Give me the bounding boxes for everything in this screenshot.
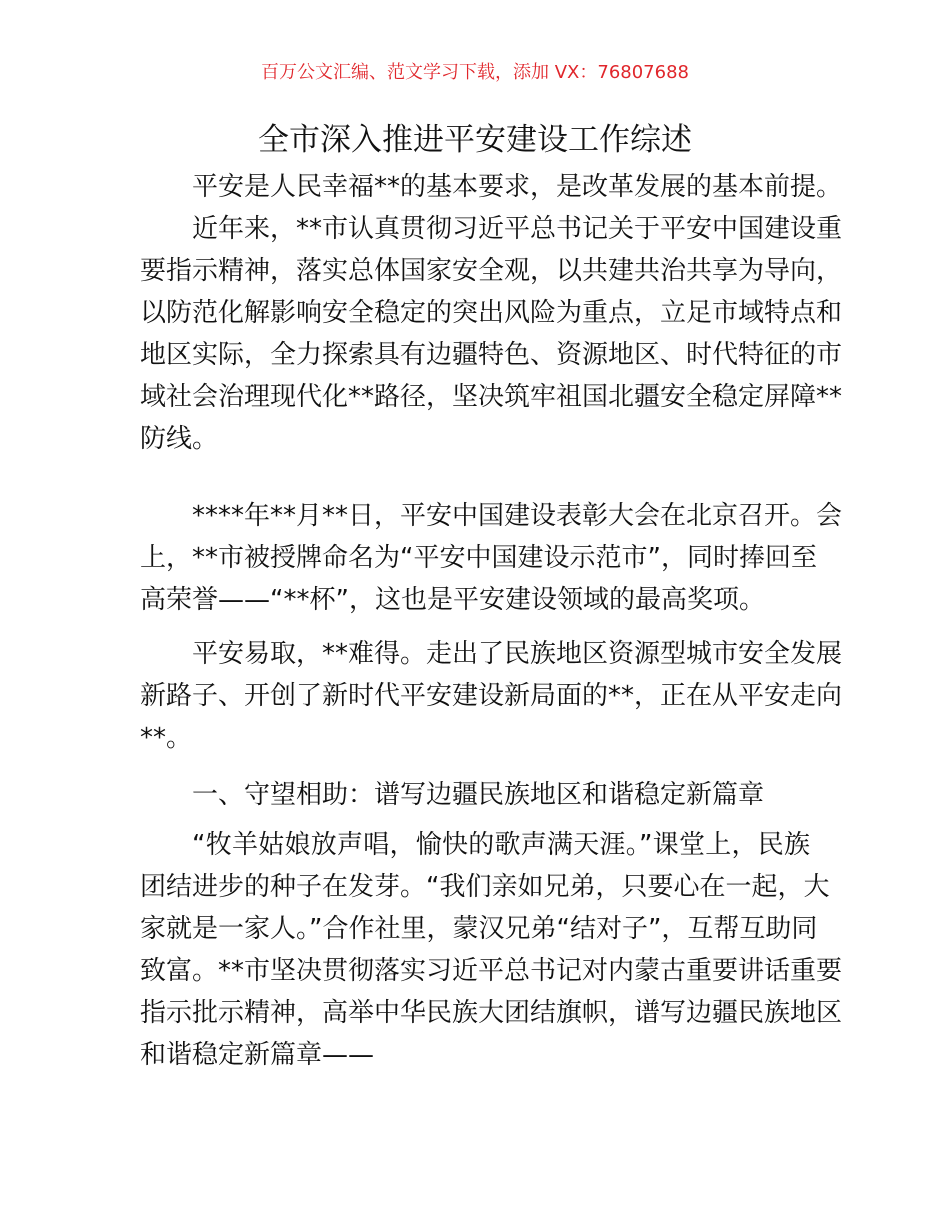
text-line: **。 — [140, 723, 193, 753]
text-line: 近年来，**市认真贯彻习近平总书记关于平安中国建设重 — [192, 214, 843, 244]
text-line: 防线。 — [140, 424, 219, 454]
paragraph-section-1 — [140, 824, 843, 1076]
text-line: 上，**市被授牌命名为“平安中国建设示范市”，同时捧回至 — [140, 543, 817, 573]
text-line: 和谐稳定新篇章—— — [140, 1040, 375, 1070]
text-line: 地区实际，全力探索具有边疆特色、资源地区、时代特征的市 — [140, 340, 843, 370]
text-line: 新路子、开创了新时代平安建设新局面的**，正在从平安走向 — [140, 681, 843, 711]
text-line: 家就是一家人。”合作社里，蒙汉兄弟“结对子”，互帮互助同 — [140, 914, 818, 944]
paragraph-award — [140, 495, 843, 621]
document-title: 全市深入推进平安建设工作综述 — [258, 122, 692, 158]
text-line: 一、守望相助：谱写边疆民族地区和谐稳定新篇章 — [192, 780, 765, 810]
text-line: 要指示精神，落实总体国家安全观，以共建共治共享为导向， — [140, 256, 843, 286]
paragraph-intro — [140, 166, 843, 208]
text-line: 高荣誉——“**杯”，这也是平安建设领域的最高奖项。 — [140, 585, 765, 615]
text-line: 域社会治理现代化**路径，坚决筑牢祖国北疆安全稳定屏障** — [140, 382, 843, 412]
header-banner: 百万公文汇编、范文学习下载，添加 VX：76807688 — [261, 62, 689, 83]
paragraph-overview — [140, 208, 843, 460]
section-heading-1 — [140, 774, 810, 816]
text-line: ****年**月**日，平安中国建设表彰大会在北京召开。会 — [192, 501, 843, 531]
paragraph-transition — [140, 633, 843, 759]
text-line: 指示批示精神，高举中华民族大团结旗帜，谱写边疆民族地区 — [140, 998, 843, 1028]
text-line: 平安易取，**难得。走出了民族地区资源型城市安全发展 — [192, 639, 843, 669]
text-line: 团结进步的种子在发芽。“我们亲如兄弟，只要心在一起，大 — [140, 872, 830, 902]
text-line: 以防范化解影响安全稳定的突出风险为重点，立足市域特点和 — [140, 298, 843, 328]
text-line: 致富。**市坚决贯彻落实习近平总书记对内蒙古重要讲话重要 — [140, 956, 843, 986]
text-line: 平安是人民幸福**的基本要求，是改革发展的基本前提。 — [192, 172, 843, 202]
text-line: “牧羊姑娘放声唱，愉快的歌声满天涯。”课堂上，民族 — [192, 830, 810, 860]
